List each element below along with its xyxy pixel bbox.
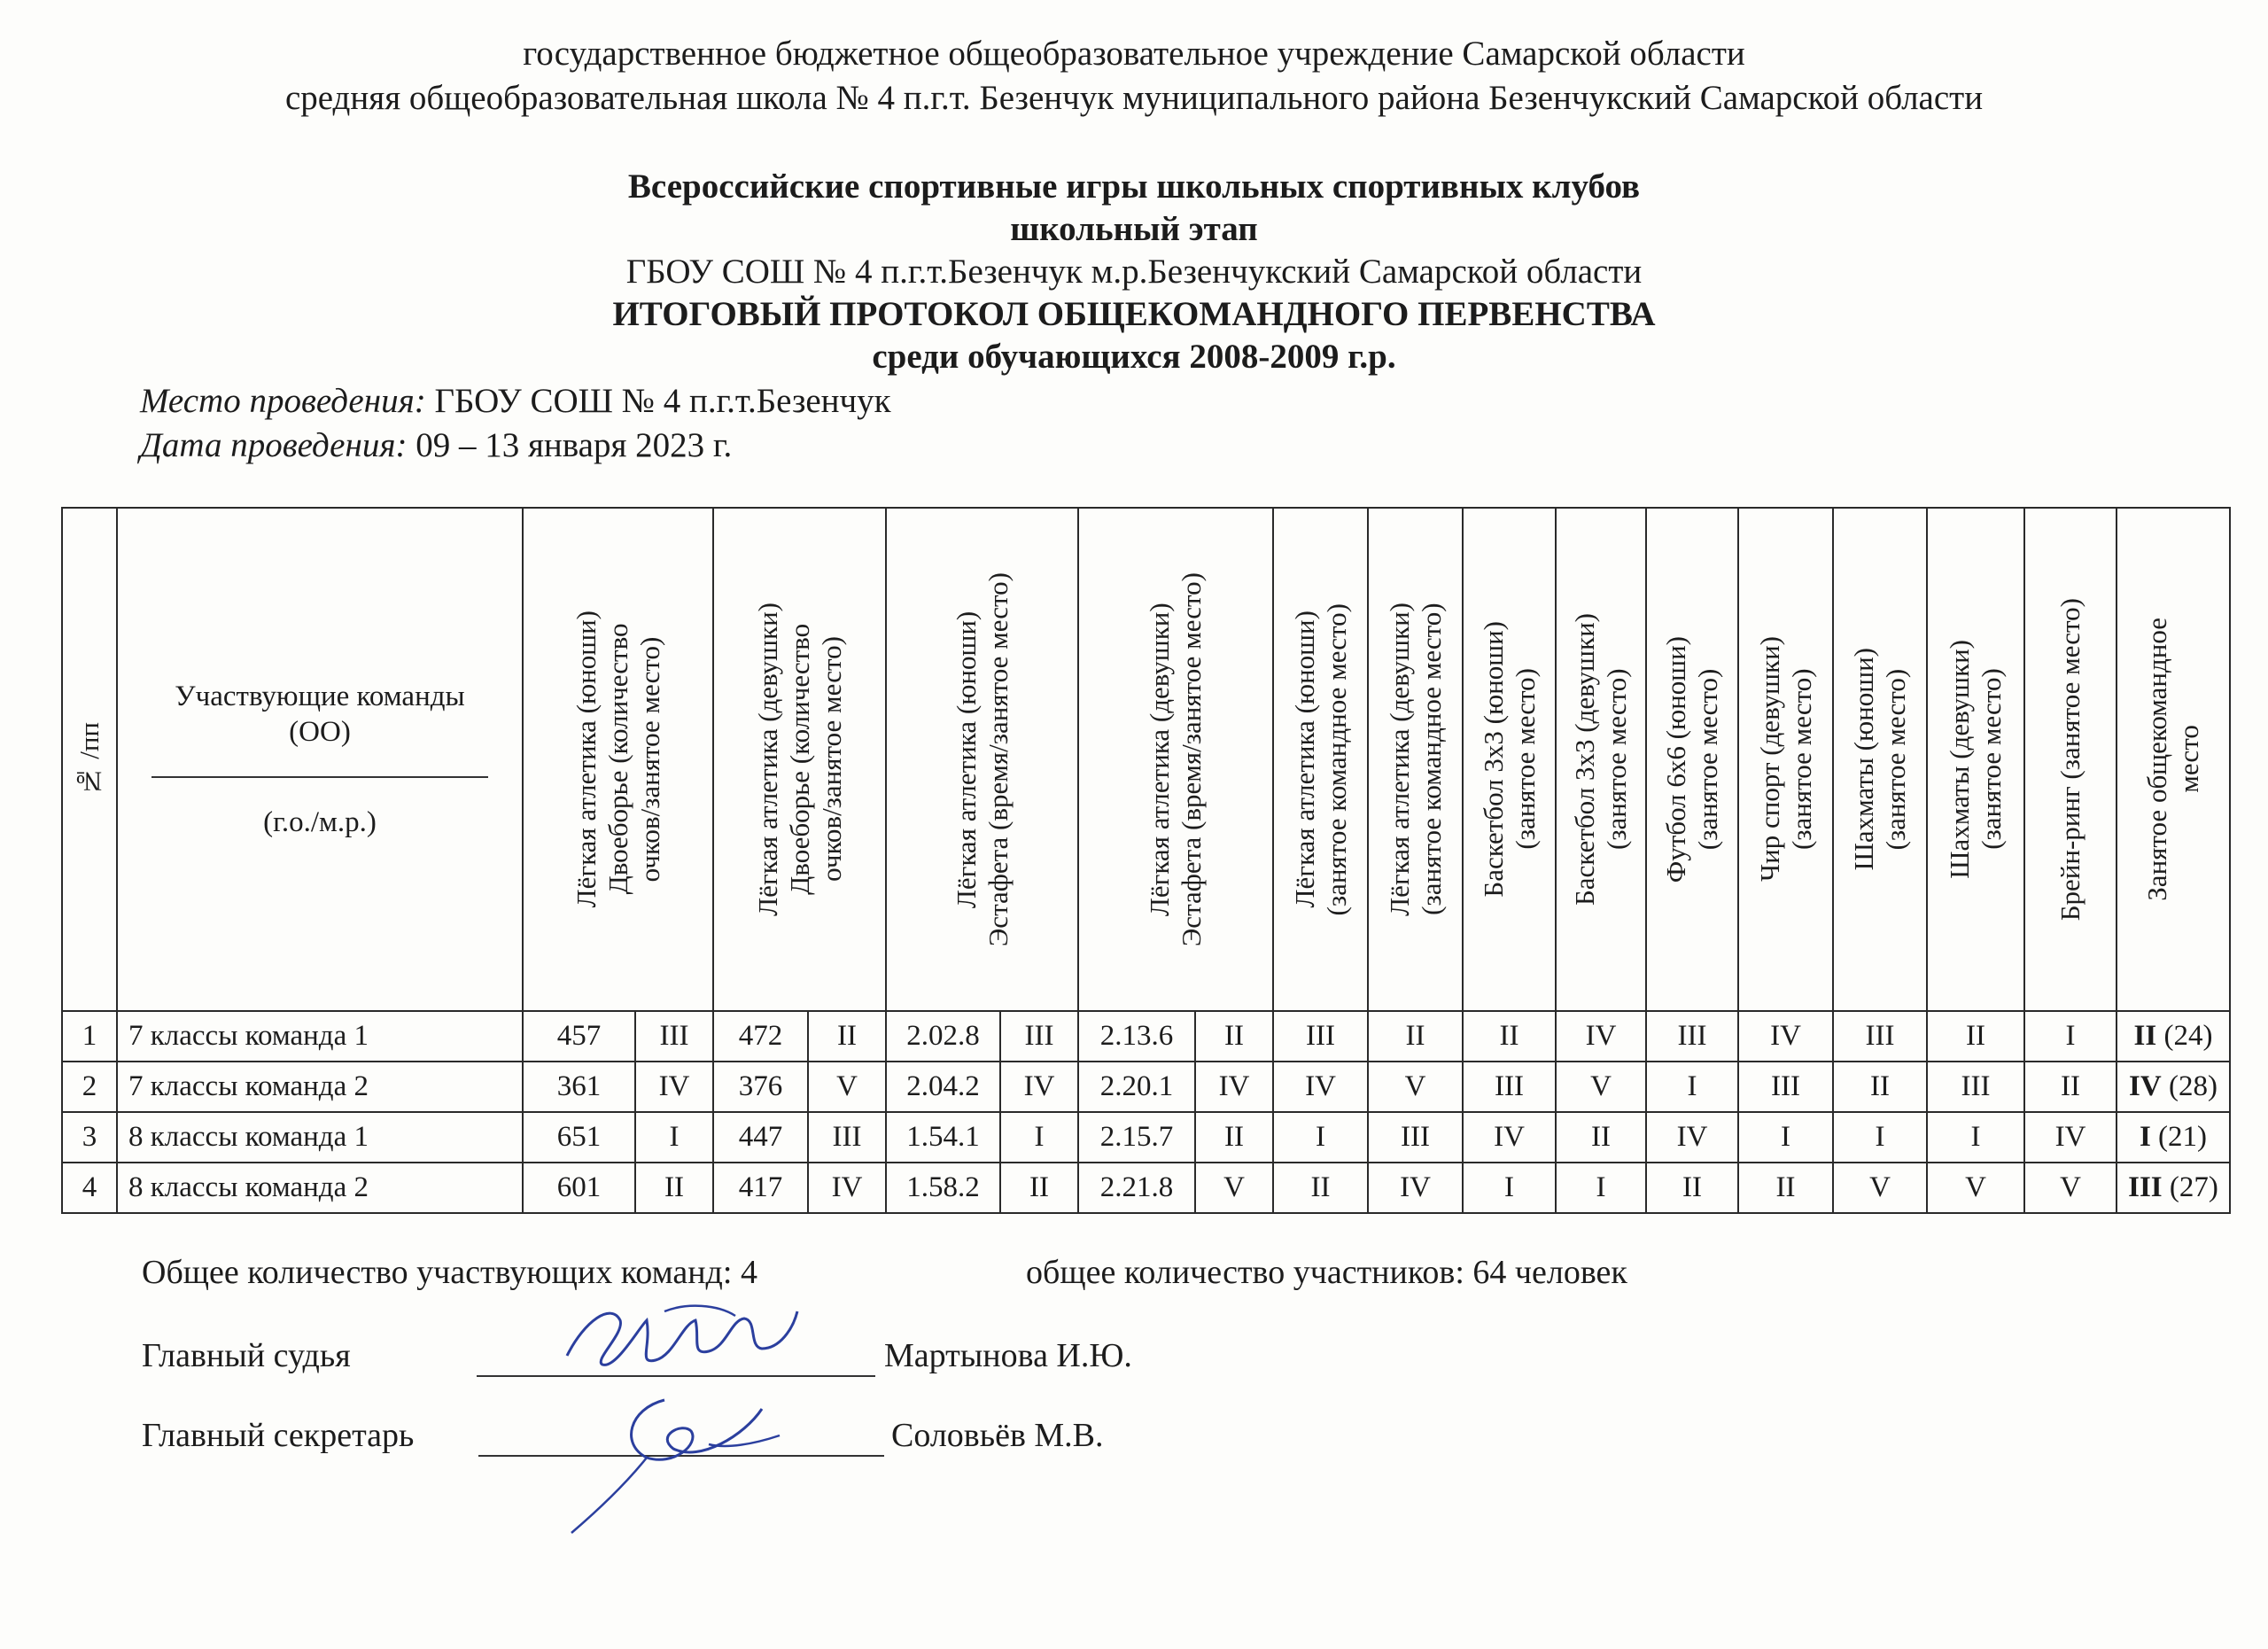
cell-athletics-girls-team: II bbox=[1368, 1011, 1463, 1062]
header-athletics-girls-duathlon: Лёгкая атлетика (девушки) Двоеборье (количество очков/занятое место) bbox=[713, 508, 886, 1011]
row-number: 3 bbox=[62, 1112, 117, 1163]
cell-ag-place: V bbox=[808, 1062, 886, 1112]
overall-place: I bbox=[2139, 1121, 2151, 1153]
cell-athletics-boys-team: III bbox=[1273, 1011, 1368, 1062]
cell-relay-girls-place: V bbox=[1195, 1163, 1273, 1213]
date-label: Дата проведения: bbox=[140, 426, 408, 464]
header-chess-girls: Шахматы (девушки) (занятое место) bbox=[1927, 508, 2024, 1011]
overall-place: IV bbox=[2129, 1070, 2162, 1102]
cell-relay-boys-time: 1.58.2 bbox=[886, 1163, 1000, 1213]
cell-chess-boys: III bbox=[1833, 1011, 1927, 1062]
cell-ag-points: 447 bbox=[713, 1112, 808, 1163]
cell-athletics-boys-team: II bbox=[1273, 1163, 1368, 1213]
cell-relay-girls-time: 2.21.8 bbox=[1078, 1163, 1195, 1213]
cell-basketball-girls: V bbox=[1556, 1062, 1646, 1112]
cell-cheer-girls: IV bbox=[1738, 1011, 1833, 1062]
table-row bbox=[62, 1112, 2230, 1163]
cell-basketball-boys: III bbox=[1463, 1062, 1556, 1112]
overall-points: (27) bbox=[2169, 1171, 2218, 1203]
header-basketball-boys: Баскетбол 3х3 (юноши) (занятое место) bbox=[1463, 508, 1556, 1011]
cell-football-boys: III bbox=[1646, 1011, 1738, 1062]
results-table bbox=[61, 507, 2231, 1214]
header-relay-boys: Лёгкая атлетика (юноши) Эстафета (время/занятое место) bbox=[886, 508, 1078, 1011]
cell-cheer-girls: III bbox=[1738, 1062, 1833, 1112]
cell-ab-place: III bbox=[635, 1011, 713, 1062]
venue-line bbox=[140, 381, 891, 421]
cell-relay-boys-place: II bbox=[1000, 1163, 1078, 1213]
overall-points: (28) bbox=[2168, 1070, 2218, 1102]
protocol-title: ИТОГОВЫЙ ПРОТОКОЛ ОБЩЕКОМАНДНОГО ПЕРВЕНСТВА bbox=[612, 295, 1656, 333]
cell-ab-points: 361 bbox=[523, 1062, 635, 1112]
cell-athletics-girls-team: V bbox=[1368, 1062, 1463, 1112]
cell-chess-girls: V bbox=[1927, 1163, 2024, 1213]
cell-relay-girls-place: II bbox=[1195, 1011, 1273, 1062]
cell-cheer-girls: II bbox=[1738, 1163, 1833, 1213]
cell-brain-ring: II bbox=[2024, 1062, 2117, 1112]
cell-overall bbox=[2117, 1163, 2230, 1213]
cell-athletics-girls-team: III bbox=[1368, 1112, 1463, 1163]
date-value: 09 – 13 января 2023 г. bbox=[416, 426, 733, 464]
cell-ab-place: I bbox=[635, 1112, 713, 1163]
institution-line-1: государственное бюджетное общеобразовательное учреждение Самарской области bbox=[523, 35, 1745, 73]
secretary-name: Соловьёв М.В. bbox=[891, 1417, 1104, 1454]
cell-relay-girls-place: II bbox=[1195, 1112, 1273, 1163]
cell-ag-place: II bbox=[808, 1011, 886, 1062]
cell-basketball-girls: IV bbox=[1556, 1011, 1646, 1062]
secretary-signature bbox=[549, 1382, 833, 1542]
cell-overall bbox=[2117, 1011, 2230, 1062]
table-row bbox=[62, 1163, 2230, 1213]
cell-brain-ring: I bbox=[2024, 1011, 2117, 1062]
participants-total: общее количество участников: 64 человек bbox=[1026, 1254, 1627, 1291]
cell-brain-ring: IV bbox=[2024, 1112, 2117, 1163]
cell-chess-girls: II bbox=[1927, 1011, 2024, 1062]
cell-relay-boys-place: I bbox=[1000, 1112, 1078, 1163]
header-athletics-boys-team: Лёгкая атлетика (юноши) (занятое командное место) bbox=[1273, 508, 1368, 1011]
header-athletics-girls-team: Лёгкая атлетика (девушки) (занятое командное место) bbox=[1368, 508, 1463, 1011]
institution-line-2: средняя общеобразовательная школа № 4 п.г.т. Безенчук муниципального района Безенчукский Самарской области bbox=[284, 79, 1984, 117]
cell-athletics-boys-team: IV bbox=[1273, 1062, 1368, 1112]
judge-signature bbox=[532, 1294, 833, 1391]
team-name: 7 классы команда 2 bbox=[117, 1062, 523, 1112]
cell-relay-girls-place: IV bbox=[1195, 1062, 1273, 1112]
cell-basketball-boys: II bbox=[1463, 1011, 1556, 1062]
cell-ag-place: III bbox=[808, 1112, 886, 1163]
table-row bbox=[62, 1011, 2230, 1062]
cell-ag-points: 376 bbox=[713, 1062, 808, 1112]
cell-chess-boys: I bbox=[1833, 1112, 1927, 1163]
header-num: № /пп bbox=[62, 508, 117, 1011]
cell-relay-girls-time: 2.13.6 bbox=[1078, 1011, 1195, 1062]
header-athletics-boys-duathlon: Лёгкая атлетика (юноши) Двоеборье (количество очков/занятое место) bbox=[523, 508, 713, 1011]
judge-name: Мартынова И.Ю. bbox=[884, 1337, 1132, 1374]
cell-football-boys: IV bbox=[1646, 1112, 1738, 1163]
team-name: 7 классы команда 1 bbox=[117, 1011, 523, 1062]
cell-ab-place: IV bbox=[635, 1062, 713, 1112]
organizer-line: ГБОУ СОШ № 4 п.г.т.Безенчук м.р.Безенчукский Самарской области bbox=[625, 253, 1643, 291]
header-team-line2: (ОО) bbox=[289, 716, 351, 748]
cell-ab-points: 651 bbox=[523, 1112, 635, 1163]
venue-value: ГБОУ СОШ № 4 п.г.т.Безенчук bbox=[434, 382, 891, 420]
cell-overall bbox=[2117, 1112, 2230, 1163]
stage-title: школьный этап bbox=[1010, 210, 1258, 248]
teams-total: Общее количество участвующих команд: 4 bbox=[142, 1254, 757, 1291]
cell-ag-points: 417 bbox=[713, 1163, 808, 1213]
judge-label: Главный судья bbox=[142, 1337, 351, 1374]
cell-relay-boys-time: 2.02.8 bbox=[886, 1011, 1000, 1062]
event-title: Всероссийские спортивные игры школьных спортивных клубов bbox=[627, 167, 1641, 206]
team-name: 8 классы команда 2 bbox=[117, 1163, 523, 1213]
protocol-subtitle: среди обучающихся 2008-2009 г.р. bbox=[872, 338, 1396, 376]
cell-basketball-boys: I bbox=[1463, 1163, 1556, 1213]
cell-chess-boys: V bbox=[1833, 1163, 1927, 1213]
header-cheer-girls: Чир спорт (девушки) (занятое место) bbox=[1738, 508, 1833, 1011]
cell-basketball-girls: I bbox=[1556, 1163, 1646, 1213]
cell-relay-boys-time: 1.54.1 bbox=[886, 1112, 1000, 1163]
cell-ab-place: II bbox=[635, 1163, 713, 1213]
header-team-line3: (г.о./м.р.) bbox=[263, 806, 377, 838]
cell-relay-girls-time: 2.20.1 bbox=[1078, 1062, 1195, 1112]
header-team-rule bbox=[151, 776, 488, 778]
cell-chess-girls: III bbox=[1927, 1062, 2024, 1112]
cell-ab-points: 457 bbox=[523, 1011, 635, 1062]
header-team-line1: Участвующие команды bbox=[175, 681, 465, 712]
cell-relay-boys-place: IV bbox=[1000, 1062, 1078, 1112]
cell-brain-ring: V bbox=[2024, 1163, 2117, 1213]
cell-football-boys: II bbox=[1646, 1163, 1738, 1213]
row-number: 2 bbox=[62, 1062, 117, 1112]
header-team bbox=[117, 508, 523, 1011]
overall-place: II bbox=[2133, 1020, 2157, 1052]
cell-chess-girls: I bbox=[1927, 1112, 2024, 1163]
header-football-boys: Футбол 6х6 (юноши) (занятое место) bbox=[1646, 508, 1738, 1011]
cell-chess-boys: II bbox=[1833, 1062, 1927, 1112]
cell-ag-points: 472 bbox=[713, 1011, 808, 1062]
overall-points: (21) bbox=[2158, 1121, 2208, 1153]
header-relay-girls: Лёгкая атлетика (девушки) Эстафета (время/занятое место) bbox=[1078, 508, 1273, 1011]
cell-relay-girls-time: 2.15.7 bbox=[1078, 1112, 1195, 1163]
cell-ag-place: IV bbox=[808, 1163, 886, 1213]
cell-cheer-girls: I bbox=[1738, 1112, 1833, 1163]
cell-athletics-girls-team: IV bbox=[1368, 1163, 1463, 1213]
header-chess-boys: Шахматы (юноши) (занятое место) bbox=[1833, 508, 1927, 1011]
cell-athletics-boys-team: I bbox=[1273, 1112, 1368, 1163]
header-basketball-girls: Баскетбол 3х3 (девушки) (занятое место) bbox=[1556, 508, 1646, 1011]
table-row bbox=[62, 1062, 2230, 1112]
overall-place: III bbox=[2128, 1171, 2163, 1203]
venue-label: Место проведения: bbox=[140, 382, 426, 420]
date-line bbox=[140, 425, 732, 465]
header-brain-ring: Брейн-ринг (занятое место) bbox=[2024, 508, 2117, 1011]
overall-points: (24) bbox=[2163, 1020, 2213, 1052]
row-number: 1 bbox=[62, 1011, 117, 1062]
cell-relay-boys-place: III bbox=[1000, 1011, 1078, 1062]
cell-relay-boys-time: 2.04.2 bbox=[886, 1062, 1000, 1112]
row-number: 4 bbox=[62, 1163, 117, 1213]
cell-overall bbox=[2117, 1062, 2230, 1112]
header-overall: Занятое общекомандное место bbox=[2117, 508, 2230, 1011]
cell-ab-points: 601 bbox=[523, 1163, 635, 1213]
secretary-label: Главный секретарь bbox=[142, 1417, 415, 1454]
cell-basketball-girls: II bbox=[1556, 1112, 1646, 1163]
team-name: 8 классы команда 1 bbox=[117, 1112, 523, 1163]
cell-football-boys: I bbox=[1646, 1062, 1738, 1112]
cell-basketball-boys: IV bbox=[1463, 1112, 1556, 1163]
table-header-row bbox=[62, 508, 2230, 1011]
